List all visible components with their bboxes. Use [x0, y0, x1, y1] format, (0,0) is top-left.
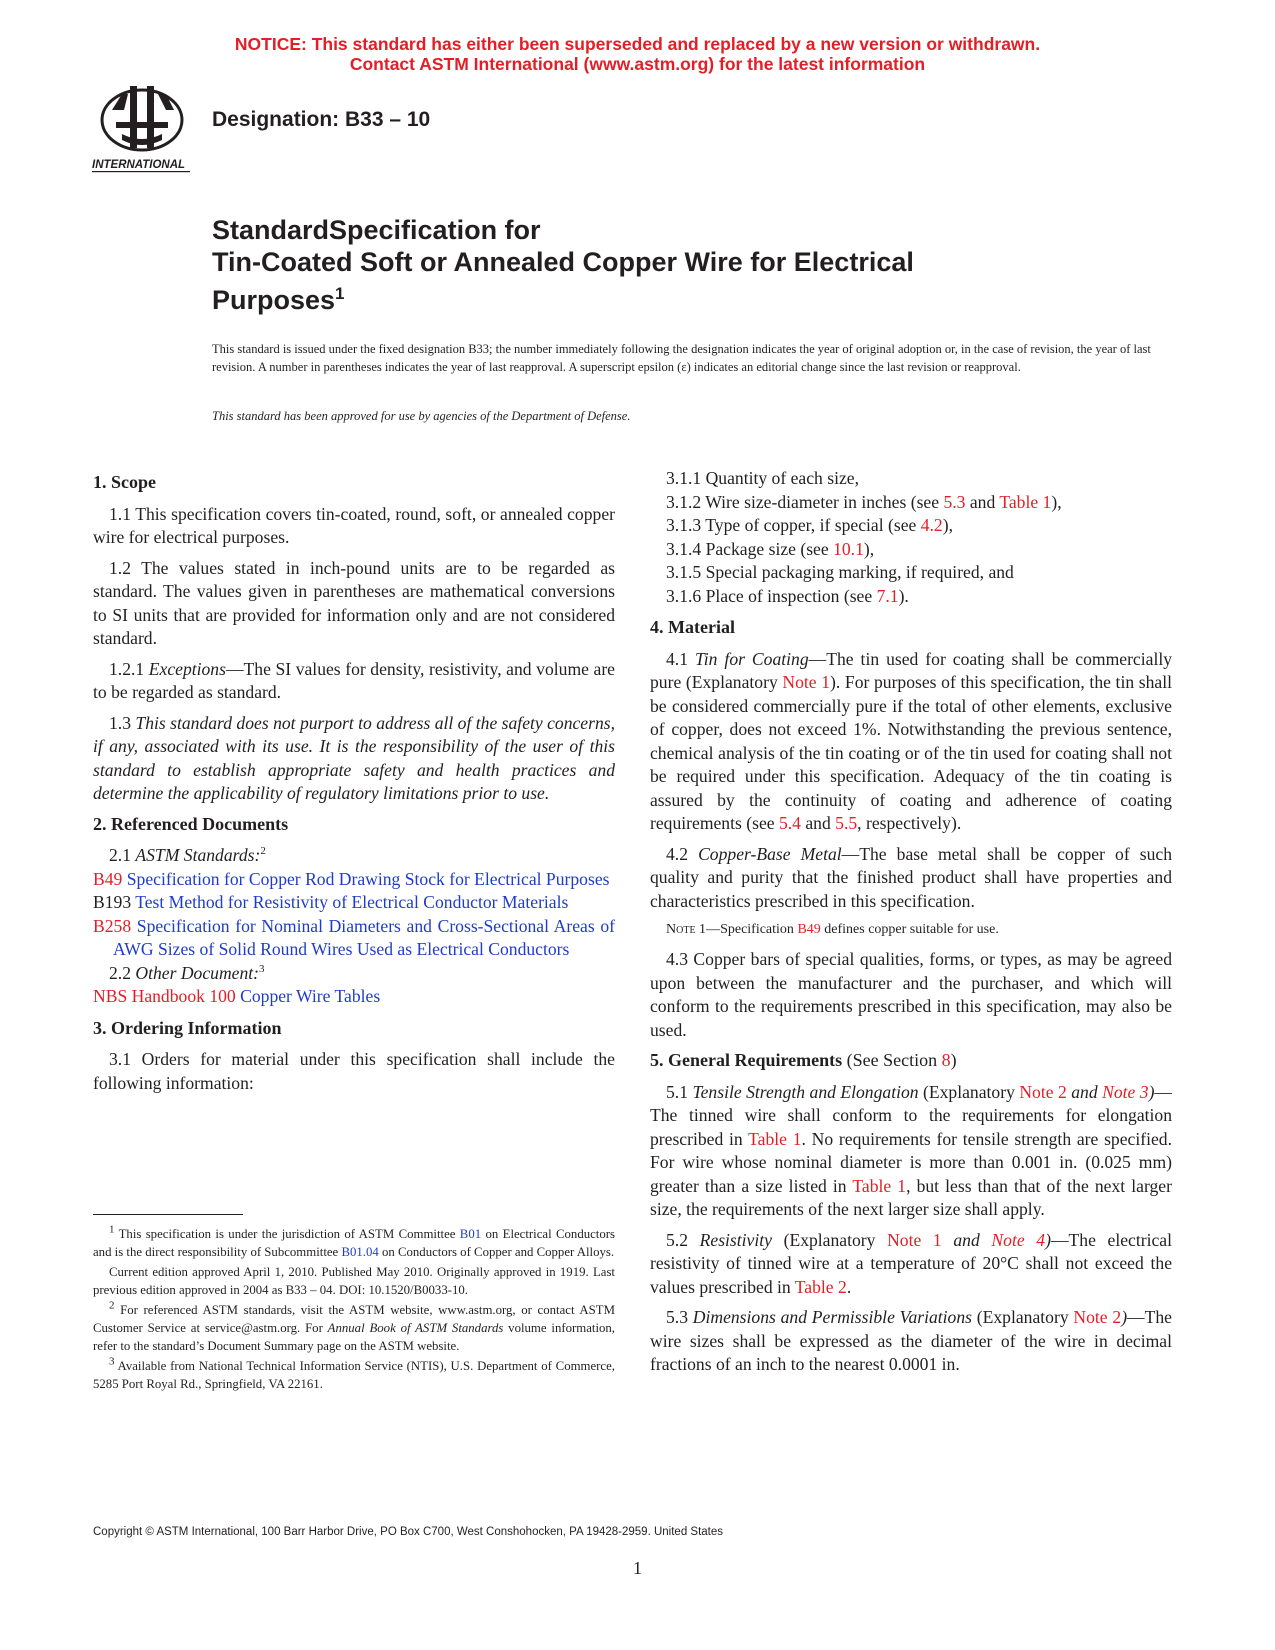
link-b49[interactable]: B49 [797, 922, 821, 937]
astm-logo [92, 80, 200, 180]
title-line-1: StandardSpecification for [212, 215, 541, 245]
para-2-2: 2.2 Other Document:$^3$ [109, 962, 265, 983]
ref-b49-code[interactable]: B49 [93, 868, 123, 889]
footnote-3: $^3$ Available from National Technical Information Service (NTIS), U.S. Department of Commerce, 5285 Port Royal Rd., Springfield, VA 22161. [93, 1355, 615, 1391]
link-note-2[interactable]: Note 2 [1019, 1081, 1067, 1102]
link-5-5[interactable]: 5.5 [835, 813, 858, 833]
dod-approval-note: This standard has been approved for use by agencies of the Department of Defense. [212, 409, 631, 423]
ref-nbs-code[interactable]: NBS Handbook 100 [93, 986, 236, 1006]
copyright: Copyright © ASTM International, 100 Barr Harbor Drive, PO Box C700, West Conshohocken, PA 19428-2959. United States [93, 1526, 724, 1538]
para-1-2-1: 1.2.1 Exceptions—The SI values for density, resistivity, and volume are to be regarded as standard. [93, 658, 615, 702]
footnote-1: $^1$ This specification is under the jurisdiction of ASTM Committee B01 on Electrical Conductors and is the direct responsibility of Subcommittee B01.04 on Conductors of Copper and Copper Alloys. [93, 1223, 615, 1259]
ref-b193-title[interactable]: Test Method for Resistivity of Electrical Conductor Materials [131, 892, 569, 912]
notice-line-2: Contact ASTM International (www.astm.org) for the latest information [349, 54, 926, 74]
title-line-3: Purposes [212, 285, 336, 315]
link-5-4[interactable]: 5.4 [778, 813, 801, 833]
link-4-2[interactable]: 4.2 [920, 515, 943, 535]
item-3-1-4: 3.1.4 Package size (see 10.1), [666, 538, 875, 559]
link-10-1[interactable]: 10.1 [833, 538, 864, 559]
ref-b193-code: B193 [93, 892, 132, 912]
ref-b49-title[interactable]: Specification for Copper Rod Drawing Stock for Electrical Purposes [122, 868, 610, 889]
right-column [650, 467, 1172, 1384]
footnote-1-edition: Current edition approved April 1, 2010. Published May 2010. Originally approved in 1919. Last previous edition approved in 2004 as B33 – 04. DOI: 10.1520/B0033-10. [93, 1265, 615, 1297]
committee-b01-link[interactable]: B01 [459, 1227, 482, 1241]
link-note-2-b[interactable]: Note 2 [1073, 1307, 1122, 1327]
left-column [93, 467, 615, 1102]
para-1-3: 1.3 This standard does not purport to address all of the safety concerns, if any, associated with its use. It is the responsibility of the user of this standard to establish appropriate safety and health practices and determine the applicability of regulatory limitations prior to use. [93, 712, 616, 803]
link-table-2[interactable]: Table 2 [794, 1276, 847, 1297]
section-2-heading: 2. Referenced Documents [93, 813, 289, 834]
link-note-1-b[interactable]: Note 1 [887, 1229, 942, 1250]
page-number: 1 [633, 1558, 642, 1578]
link-section-8[interactable]: 8 [941, 1050, 951, 1070]
para-2-1: 2.1 ASTM Standards:$^2$ [109, 845, 266, 865]
item-3-1-1: 3.1.1 Quantity of each size, [666, 468, 859, 488]
astm-logo-icon [92, 80, 200, 180]
item-3-1-5: 3.1.5 Special packaging marking, if required, and [666, 562, 1014, 582]
link-note-4[interactable]: Note 4 [991, 1229, 1046, 1250]
ref-b258-title[interactable]: Specification for Nominal Diameters and Cross-Sectional Areas of AWG Sizes of Solid Round Wires Used as Electrical Conductors [113, 915, 615, 959]
footnote-2: $^2$ For referenced ASTM standards, visit the ASTM website, www.astm.org, or contact ASTM Customer Service at service@astm.org. For Annual Book of ASTM Standards volume information, refer to the standard’s Document Summary page on the ASTM website. [93, 1299, 615, 1353]
notice-line-1: NOTICE: This standard has either been superseded and replaced by a new version or withdrawn. [234, 34, 1041, 54]
para-5-1: 5.1 Tensile Strength and Elongation (Explanatory Note 2 and Note 3)—The tinned wire shall conform to the requirements for elongation prescribed in Table 1. No requirements for tensile strength are specified. For wire whose nominal diameter is more than 0.001 in. (0.025 mm) greater than a size listed in Table 1, but less than that of the next larger size, the requirements of the next larger size shall apply. [650, 1081, 1173, 1219]
item-3-1-6: 3.1.6 Place of inspection (see 7.1). [666, 585, 909, 606]
ref-b258[interactable] [93, 915, 615, 962]
document-title [212, 214, 914, 316]
para-4-2: 4.2 Copper-Base Metal—The base metal shall be copper of such quality and purity that the finished product shall have properties and characteristics prescribed in this specification. [650, 843, 1172, 911]
item-3-1-3: 3.1.3 Type of copper, if special (see 4.2), [666, 515, 953, 535]
link-7-1[interactable]: 7.1 [876, 585, 899, 606]
section-3-heading: 3. Ordering Information [93, 1017, 282, 1038]
item-3-1-2: 3.1.2 Wire size-diameter in inches (see 5.3 and Table 1), [666, 491, 1062, 512]
logo-wordmark: INTERNATIONAL [92, 159, 186, 171]
link-table-1[interactable]: Table 1 [999, 491, 1052, 512]
ref-b193[interactable] [93, 891, 615, 915]
section-5-heading: 5. General Requirements (See Section 8) [650, 1050, 957, 1070]
ref-nbs-handbook[interactable] [93, 985, 615, 1009]
title-line-2: Tin-Coated Soft or Annealed Copper Wire for Electrical [212, 247, 914, 277]
para-1-2: 1.2 The values stated in inch-pound units are to be regarded as standard. The values given in parentheses are mathematical conversions to SI units that are provided for information only and are not considered standard. [93, 557, 615, 648]
section-1-heading: 1. Scope [93, 472, 156, 492]
link-note-3[interactable]: Note 3 [1102, 1081, 1149, 1102]
para-1-1: 1.1 This specification covers tin-coated, round, soft, or annealed copper wire for electrical purposes. [93, 503, 615, 547]
footnotes [93, 1225, 615, 1395]
ref-nbs-title[interactable]: Copper Wire Tables [235, 986, 381, 1006]
para-4-3: 4.3 Copper bars of special qualities, forms, or types, as may be agreed upon between the manufacturer and the purchaser, and which will conform to the requirements prescribed in this specification, may also be used. [650, 949, 1172, 1040]
link-5-3[interactable]: 5.3 [943, 491, 966, 512]
link-table-1-b[interactable]: Table 1 [852, 1175, 907, 1196]
ref-b258-code[interactable]: B258 [93, 915, 132, 936]
title-footnote-ref[interactable]: 1 [335, 284, 345, 303]
issued-note: This standard is issued under the fixed designation B33; the number immediately following the designation indicates the year of original adoption or, in the case of revision, the year of last revision. A number in parentheses indicates the year of last reapproval. A superscript epsilon (ε) indicates an editorial change since the last revision or reapproval. [212, 342, 1151, 374]
para-4-1: 4.1 Tin for Coating—The tin used for coating shall be commercially pure (Explanatory Note 1). For purposes of this specification, the tin shall be considered commercially pure if the total of other elements, exclusive of copper, does not exceed 1%. Notwithstanding the previous sentence, chemical analysis of the tin coating or of the tin used for coating shall not be required under this specification. Adequacy of the tin coating is assured by the continuity of coating and adherence of coating requirements (see 5.4 and 5.5, respectively). [650, 648, 1173, 833]
designation: Designation: B33 – 10 [212, 108, 431, 131]
link-note-1[interactable]: Note 1 [782, 672, 831, 692]
withdrawn-notice [0, 34, 1275, 74]
para-5-3: 5.3 Dimensions and Permissible Variations (Explanatory Note 2)—The wire sizes shall be expressed as the diameter of the wire in decimal fractions of an inch to the nearest 0.0001 in. [650, 1307, 1172, 1374]
note-1: Note 1—Specification B49 defines copper suitable for use. [666, 922, 999, 937]
section-4-heading: 4. Material [650, 617, 735, 637]
para-3-1: 3.1 Orders for material under this specification shall include the following information: [93, 1049, 615, 1093]
ref-b49[interactable] [93, 868, 615, 892]
para-5-2: 5.2 Resistivity (Explanatory Note 1 and Note 4)—The electrical resistivity of tinned wire at a temperature of 20°C shall not exceed the values prescribed in Table 2. [650, 1229, 1172, 1297]
footnote-divider [93, 1214, 243, 1215]
link-table-1-a[interactable]: Table 1 [748, 1128, 802, 1149]
subcommittee-b01-04-link[interactable]: B01.04 [341, 1245, 379, 1259]
